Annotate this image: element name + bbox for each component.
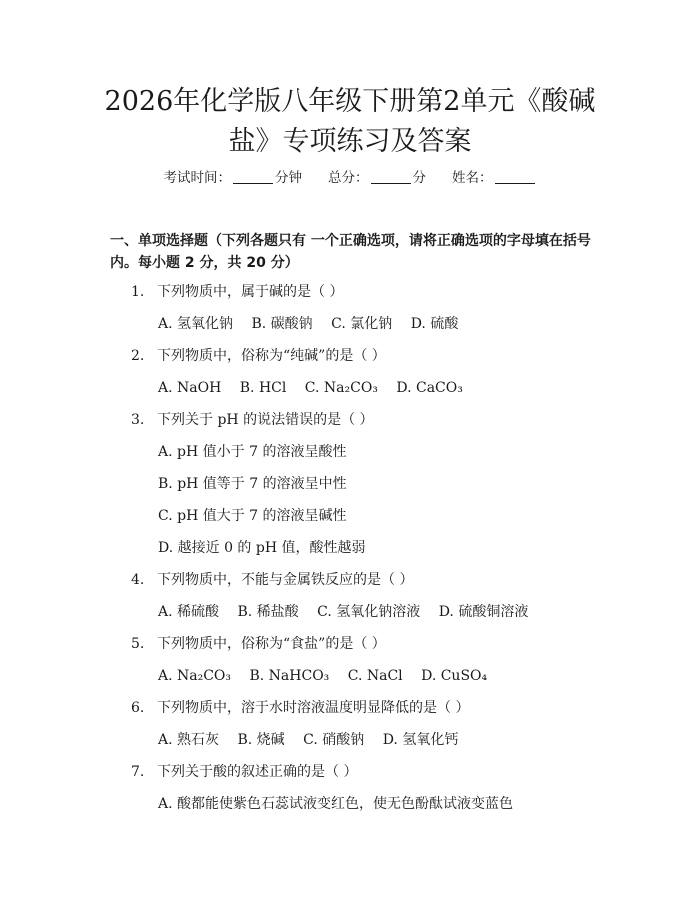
question-stem: 下列物质中，俗称为“食盐”的是（ ） [157,636,386,652]
score-label: 总分： [328,170,369,186]
page-title: 2026年化学版八年级下册第2单元《酸碱盐》专项练习及答案 [104,86,596,157]
question-5-options [158,666,501,686]
option-a[interactable]: A. 氢氧化钠 [158,316,234,332]
question-1-options [158,314,472,334]
question-stem: 下列物质中，不能与金属铁反应的是（ ） [157,572,414,588]
option-a[interactable]: A. pH 值小于 7 的溶液呈酸性 [158,444,347,460]
question-number: 5. [131,636,145,652]
option-a[interactable]: A. NaOH [158,380,222,396]
question-6-options [158,730,472,750]
question-2 [131,346,386,366]
option-c[interactable]: C. 氯化钠 [331,316,393,332]
question-number: 7. [131,764,145,780]
option-a[interactable]: A. 酸都能使紫色石蕊试液变红色，使无色酚酞试液变蓝色 [158,796,514,812]
question-number: 6. [131,700,145,716]
option-d[interactable]: D. 硫酸 [410,316,459,332]
question-number: 3. [131,412,145,428]
option-a[interactable]: A. 熟石灰 [158,732,220,748]
option-b[interactable]: B. pH 值等于 7 的溶液呈中性 [158,476,347,492]
option-c[interactable]: C. Na₂CO₃ [304,380,378,396]
question-stem: 下列物质中，俗称为“纯碱”的是（ ） [157,348,386,364]
option-c[interactable]: C. NaCl [347,668,403,684]
question-4 [131,570,413,590]
name-label: 姓名： [452,170,493,186]
option-d[interactable]: D. CuSO₄ [421,668,488,684]
option-d[interactable]: D. 越接近 0 的 pH 值，酸性越弱 [158,540,366,556]
question-6 [131,698,469,718]
option-d[interactable]: D. 氢氧化钙 [382,732,459,748]
option-c[interactable]: C. 氢氧化钠溶液 [317,604,421,620]
option-b[interactable]: B. HCl [239,380,287,396]
question-number: 4. [131,572,145,588]
exam-meta [0,168,700,188]
score-blank[interactable] [371,169,411,184]
section-heading: 一、单项选择题（下列各题只有 一个正确选项，请将正确选项的字母填在括号内。每小题 2 分，共 20 分） [110,233,591,271]
time-blank[interactable] [233,169,273,184]
score-unit: 分 [412,170,426,186]
question-2-options [158,378,477,398]
option-c[interactable]: C. 硝酸钠 [303,732,365,748]
name-blank[interactable] [495,169,535,184]
question-stem: 下列物质中，属于碱的是（ ） [157,284,344,300]
question-number: 1. [131,284,145,300]
question-5 [131,634,386,654]
question-stem: 下列关于酸的叙述正确的是（ ） [157,764,358,780]
question-number: 2. [131,348,145,364]
question-7 [131,762,357,782]
option-d[interactable]: D. CaCO₃ [396,380,463,396]
option-c[interactable]: C. pH 值大于 7 的溶液呈碱性 [158,508,347,524]
question-1 [131,282,343,302]
question-3 [131,410,374,430]
option-b[interactable]: B. 烧碱 [237,732,285,748]
time-unit: 分钟 [275,170,302,186]
option-a[interactable]: A. 稀硫酸 [158,604,220,620]
option-a[interactable]: A. Na₂CO₃ [158,668,232,684]
option-d[interactable]: D. 硫酸铜溶液 [438,604,529,620]
option-b[interactable]: B. 稀盐酸 [237,604,299,620]
question-stem: 下列物质中，溶于水时溶液温度明显降低的是（ ） [157,700,470,716]
question-stem: 下列关于 pH 的说法错误的是（ ） [157,412,374,428]
question-4-options [158,602,542,622]
option-b[interactable]: B. NaHCO₃ [249,668,330,684]
time-label: 考试时间： [163,170,231,186]
option-b[interactable]: B. 碳酸钠 [251,316,313,332]
